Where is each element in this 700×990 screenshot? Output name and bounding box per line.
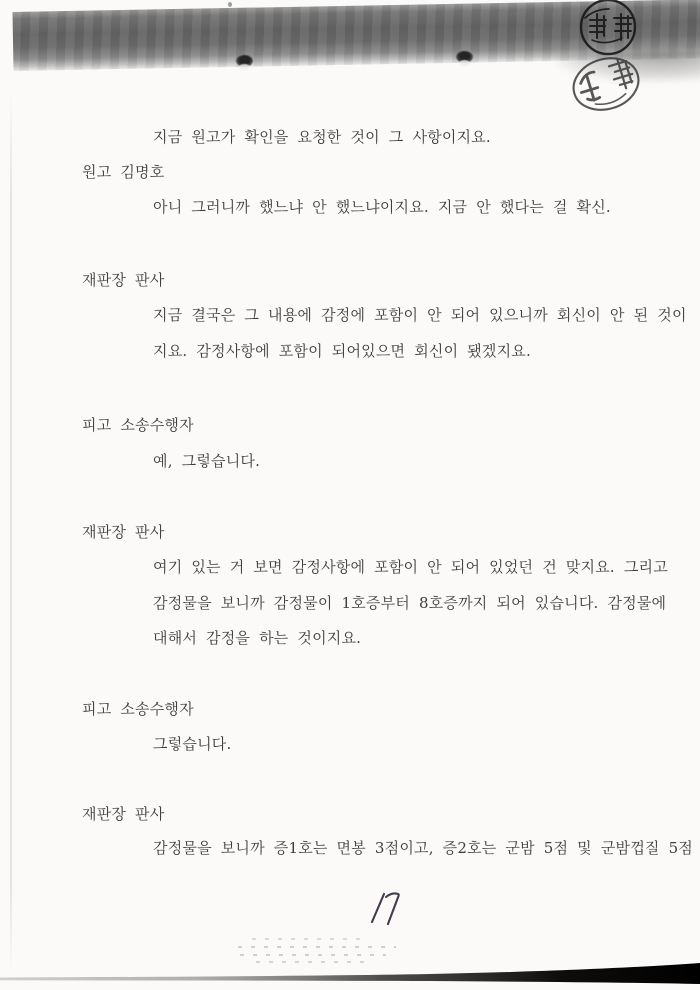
transcript-line: 아니 그러니까 했느냐 안 했느냐이지요. 지금 안 했다는 걸 확신. [153, 198, 611, 216]
speaker-label: 재판장 판사 [82, 523, 165, 541]
faint-stamp-row [252, 938, 362, 940]
transcript-line: 지금 원고가 확인을 요청한 것이 그 사항이지요. [153, 128, 491, 146]
speaker-label: 피고 소송수행자 [82, 700, 194, 718]
speaker-label: 재판장 판사 [82, 805, 165, 823]
handwritten-page-number [355, 886, 415, 932]
speaker-label: 원고 김명호 [82, 163, 165, 181]
transcript-line: 예, 그렇습니다. [153, 452, 261, 470]
transcript-line: 감정물을 보니까 증1호는 면봉 3점이고, 증2호는 군밤 5점 및 군밤껍질 5점 [153, 839, 693, 857]
faint-stamp-row [238, 946, 396, 948]
transcript-line: 그렇습니다. [153, 735, 232, 753]
digit-seven-stroke [386, 893, 399, 924]
transcript-line: 지금 결국은 그 내용에 감정에 포함이 안 되어 있으니까 회신이 안 된 것이 [153, 306, 687, 324]
transcript-line: 여기 있는 거 보면 감정사항에 포함이 안 되어 있었던 건 맞지요. 그리고 [153, 558, 668, 576]
transcript-line: 감정물을 보니까 감정물이 1호증부터 8호증까지 되어 있습니다. 감정물에 [153, 594, 667, 612]
transcript-line: 대해서 감정을 하는 것이지요. [153, 629, 362, 647]
speaker-label: 피고 소송수행자 [82, 416, 194, 434]
digit-one-stroke [372, 894, 384, 922]
bottom-scan-edge [0, 956, 700, 990]
transcript-line: 지요. 감정사항에 포함이 되어있으면 회신이 됐겠지요. [153, 342, 531, 360]
speaker-label: 재판장 판사 [82, 271, 165, 289]
